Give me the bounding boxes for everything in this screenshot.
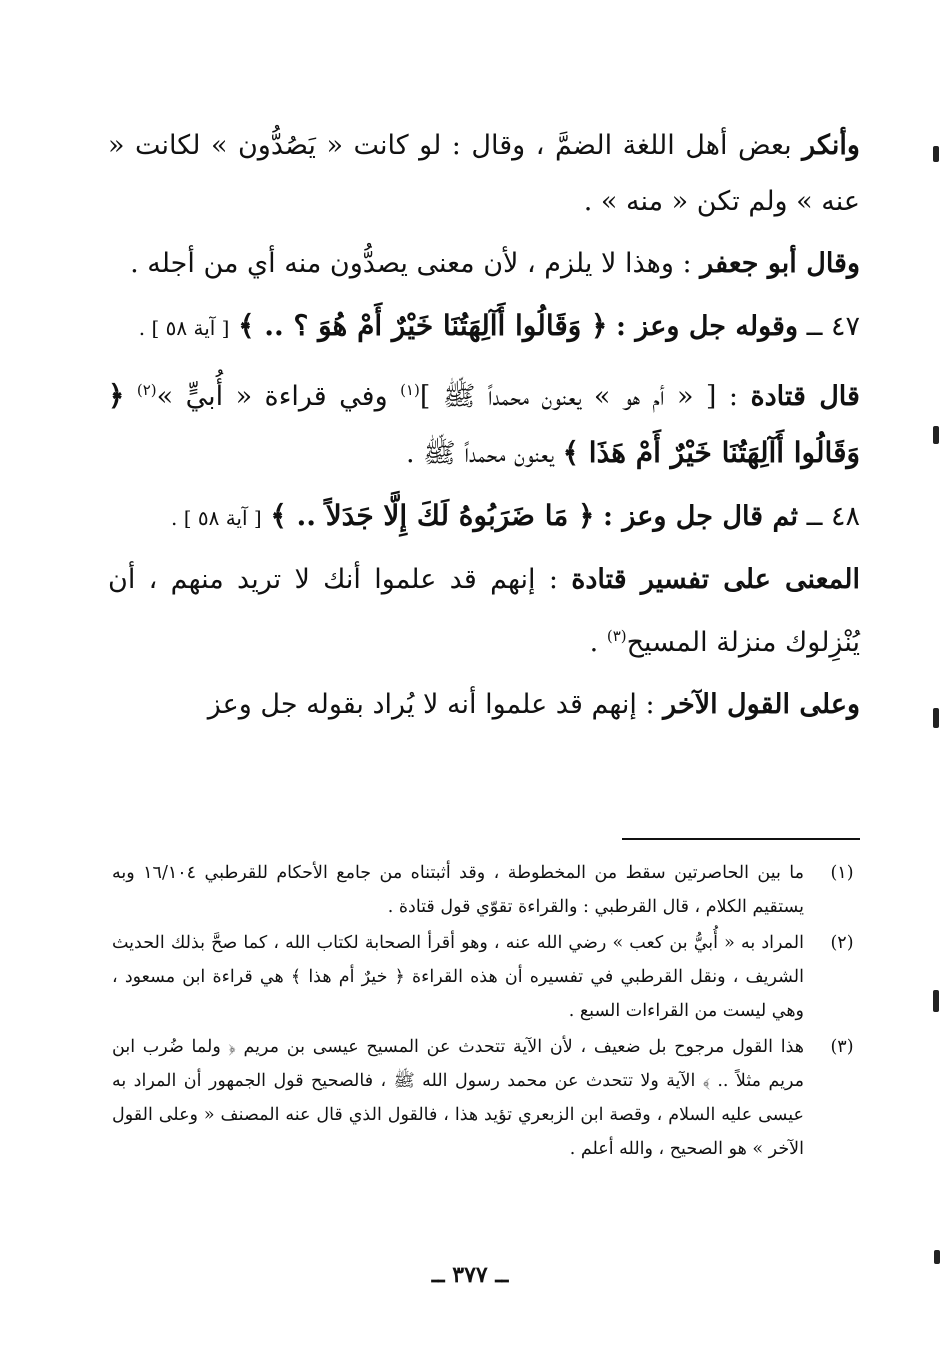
item-lead: وقوله جل وعز : [616, 311, 798, 342]
item-number: ٤٧ ــ [806, 311, 860, 342]
footnote-text: ما بين الحاصرتين سقط من المخطوطة ، وقد أثبتناه من جامع الأحكام للقرطبي ١٦/١٠٤ وبه يستقيم الكلام ، قال القرطبي : والقراءة تقوّي قول قتادة . [112, 863, 804, 917]
paragraph-text: : [ « أم هو » يعنون محمداً ﷺ ] [419, 381, 739, 412]
footnote-label: (١) [830, 863, 854, 883]
paragraph-4 [108, 552, 860, 671]
paragraph-1 [108, 118, 860, 230]
paragraph-text: : وهذا لا يلزم ، لأن معنى يصدُّون منه أي من أجله . [130, 248, 692, 279]
paragraph-text: بعض أهل اللغة الضمَّ ، وقال : لو كانت « يَصُدُّون » لكانت « عنه » ولم تكن « منه » . [108, 130, 860, 217]
scan-edge-mark [933, 708, 939, 728]
paragraph-3 [108, 362, 860, 482]
item-48 [108, 488, 860, 546]
quran-verse: ﴿ وَقَالُوا أَآلِهَتُنَا خَيْرٌ أَمْ هُوَ ؟ .. ﴾ [238, 309, 608, 342]
item-number: ٤٨ ــ [806, 501, 860, 532]
quran-verse: ﴿ وَقَالُوا أَآلِهَتُنَا خَيْرٌ أَمْ هَذَا ﴾ [108, 379, 860, 469]
paragraph-5 [108, 677, 860, 733]
paragraph-lead: المعنى على تفسير قتادة [571, 564, 860, 595]
footnote-marker: (٣) [606, 627, 627, 645]
scan-edge-mark [934, 1250, 940, 1264]
paragraph-text: وفي قراءة « أُبيٍّ » [156, 381, 388, 412]
main-text [108, 118, 860, 739]
quran-verse: ﴿ مَا ضَرَبُوهُ لَكَ إِلَّا جَدَلاً .. ﴾ [270, 499, 595, 532]
paragraph-lead: وعلى القول الآخر [663, 689, 860, 720]
item-47 [108, 298, 860, 356]
paragraph-text: : إنهم قد علموا أنه لا يُراد بقوله جل وعز [207, 689, 655, 720]
scan-edge-mark [933, 426, 939, 444]
scan-edge-mark [933, 146, 939, 162]
paragraph-text: . [589, 627, 599, 658]
footnote-1 [112, 856, 864, 924]
footnotes [112, 856, 864, 1168]
scan-edge-mark [933, 990, 939, 1012]
paragraph-lead: وقال أبو جعفر [700, 248, 860, 279]
footnote-3 [112, 1030, 864, 1166]
paragraph-text: : إنهم قد علموا أنك لا تريد منهم ، أن يُنْزِلوك منزلة المسيح [108, 564, 860, 658]
footnote-2 [112, 926, 864, 1028]
paragraph-lead: قال قتادة [750, 381, 860, 412]
footnote-separator [622, 838, 860, 840]
item-lead: ثم قال جل وعز : [602, 501, 798, 532]
verse-reference: [ آية ٥٨ ] . [138, 316, 230, 340]
footnote-text: هذا القول مرجوح بل ضعيف ، لأن الآية تتحدث عن المسيح عيسى بن مريم ﴿ ولما ضُرب ابن مريم مثلاً .. ﴾ الآية ولا تتحدث عن محمد رسول الله ﷺ ، فالصحيح قول الجمهور أن المراد به عيسى عليه السلام ، وقصة ابن الزبعري تؤيد هذا ، فالقول الذي قال عنه المصنف « وعلى القول الآخر » هو الصحيح ، والله أعلم . [112, 1037, 804, 1159]
paragraph-text: يعنون محمداً ﷺ . [406, 438, 555, 469]
footnote-label: (٢) [830, 933, 854, 953]
footnote-text: المراد به « أُبيُّ بن كعب » رضي الله عنه ، وهو أقرأ الصحابة لكتاب الله ، كما صحَّ بذلك الحديث الشريف ، ونقل القرطبي في تفسيره أن هذه القراءة ﴿ خيرٌ أم هذا ﴾ هي قراءة ابن مسعود ، وهي ليست من القراءات السبع . [112, 933, 804, 1021]
footnote-label: (٣) [830, 1037, 854, 1057]
footnote-marker: (٢) [136, 381, 157, 399]
page-number: ــ ٣٧٧ ــ [431, 1262, 509, 1288]
paragraph-2 [108, 236, 860, 292]
paragraph-lead: وأنكر [802, 130, 860, 161]
verse-reference: [ آية ٥٨ ] . [170, 506, 262, 530]
footnote-marker: (١) [400, 381, 420, 399]
